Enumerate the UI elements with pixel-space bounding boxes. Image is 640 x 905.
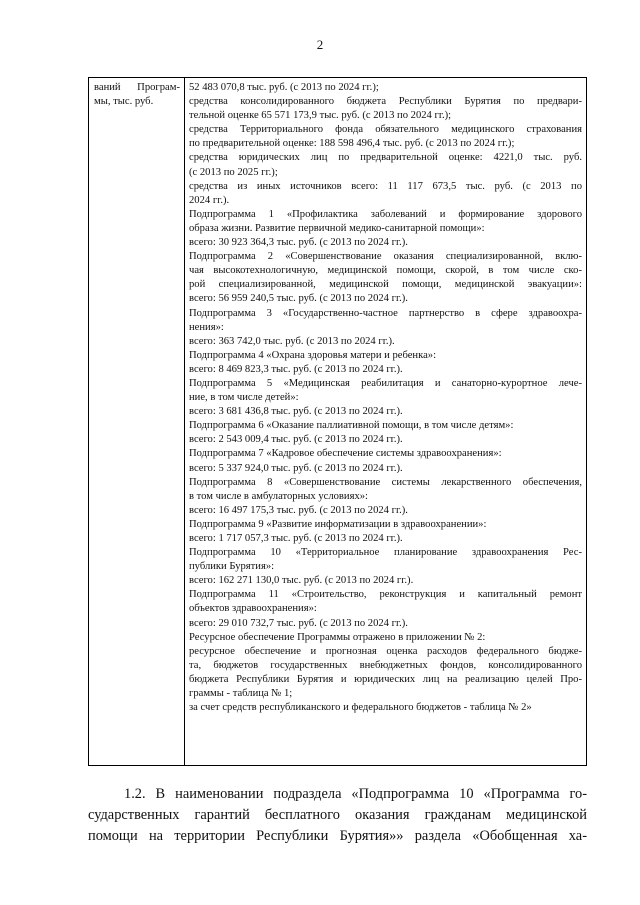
table-text-line: та, бюджетов государственных внебюджетных фондов, консолидированного [189,659,582,671]
table-text-line: Подпрограмма 1 «Профилактика заболеваний и формирование здорового [189,208,582,220]
table-text-line: Подпрограмма 8 «Совершенствование системы лекарственного обеспечения, [189,476,582,488]
left-cell-line: мы, тыс. руб. [94,96,154,107]
table-text-line: Подпрограмма 3 «Государственно-частное партнерство в сфере здравоохра- [189,307,582,319]
table-text-line: всего: 56 959 240,5 тыс. руб. (с 2013 по 2024 гг.). [189,293,408,305]
resource-table [88,77,587,766]
table-text-line: Подпрограмма 11 «Строительство, реконструкция и капитальный ремонт [189,589,582,601]
table-text-line: по предварительной оценке: 188 598 496,4 тыс. руб. (с 2013 по 2024 гг.); [189,138,515,150]
table-text-line: всего: 162 271 130,0 тыс. руб. (с 2013 по 2024 гг.). [189,575,414,587]
page-number: 2 [316,37,324,52]
table-text-line: Подпрограмма 2 «Совершенствование оказания специализированной, вклю- [189,251,582,263]
table-text-line: ресурсное обеспечение и прогнозная оценка расходов федерального бюдже- [189,645,582,657]
table-text-line: чая высокотехнологичную, медицинской помощи, скорой, в том числе ско- [189,265,582,277]
table-text-line: средства юридических лиц по предварительной оценке: 4221,0 тыс. руб. [189,152,582,164]
table-text-line: рой специализированной, медицинской помощи, медицинской эвакуации»: [189,279,582,291]
table-text-line: Подпрограмма 5 «Медицинская реабилитация и санаторно-курортное лече- [189,377,582,389]
table-text-line: Подпрограмма 4 «Охрана здоровья матери и ребенка»: [189,349,437,361]
table-text-line: средства из иных источников всего: 11 117 673,5 тыс. руб. (с 2013 по [189,180,582,192]
table-text-line: всего: 2 543 009,4 тыс. руб. (с 2013 по 2024 гг.). [189,434,403,446]
table-text-line: средства Территориального фонда обязательного медицинского страхования [189,124,582,136]
left-cell-line: ваний Програм- [94,82,180,93]
table-text-line: объектов здравоохранения»: [189,603,317,615]
table-text-line: всего: 3 681 436,8 тыс. руб. (с 2013 по 2024 гг.). [189,406,403,418]
body-paragraph [88,784,587,847]
table-text-line: всего: 8 469 823,3 тыс. руб. (с 2013 по 2024 гг.). [189,363,403,375]
table-text-line: Подпрограмма 10 «Территориальное планирование здравоохранения Рес- [189,547,582,559]
table-text-line: бюджета Республики Бурятия и юридических лиц на реализацию целей Про- [189,673,582,685]
table-text-line: граммы - таблица № 1; [189,688,293,700]
table-text-line: всего: 29 010 732,7 тыс. руб. (с 2013 по 2024 гг.). [189,617,408,629]
table-text-line: Подпрограмма 6 «Оказание паллиативной помощи, в том числе детям»: [189,420,514,432]
table-left-cell [89,78,185,765]
table-text-line: всего: 363 742,0 тыс. руб. (с 2013 по 2024 гг.). [189,335,395,347]
table-text-line: за счет средств республиканского и федерального бюджетов - таблица № 2» [189,702,532,714]
table-text-line: Подпрограмма 9 «Развитие информатизации в здравоохранении»: [189,518,487,530]
table-text-line: в том числе в амбулаторных условиях»: [189,490,368,502]
table-text-line: Подпрограмма 7 «Кадровое обеспечение системы здравоохранения»: [189,448,502,460]
table-text-line: всего: 5 337 924,0 тыс. руб. (с 2013 по 2024 гг.). [189,462,403,474]
table-text-line: всего: 1 717 057,3 тыс. руб. (с 2013 по 2024 гг.). [189,533,403,544]
table-text-line: Ресурсное обеспечение Программы отражено в приложении № 2: [189,631,486,643]
table-text-line: 52 483 070,8 тыс. руб. (с 2013 по 2024 гг.); [189,82,379,93]
body-text-line: 1.2. В наименовании подраздела «Подпрограмма 10 «Программа го- [124,786,587,802]
table-text-line: публики Бурятия»: [189,561,275,573]
table-text-line: (с 2013 по 2025 гг.); [189,166,278,178]
table-text-line: образа жизни. Развитие первичной медико-санитарной помощи»: [189,222,485,234]
table-text-line: всего: 30 923 364,3 тыс. руб. (с 2013 по 2024 гг.). [189,237,408,249]
table-text-line: всего: 16 497 175,3 тыс. руб. (с 2013 по 2024 гг.). [189,504,408,516]
table-text-line: ние, в том числе детей»: [189,392,299,404]
table-text-line: тельной оценке 65 571 173,9 тыс. руб. (с 2013 по 2024 гг.); [189,110,452,122]
table-text-line: нения»: [189,321,224,333]
body-text-line: сударственных гарантий бесплатного оказания гражданам медицинской [88,807,587,823]
table-text-line: средства консолидированного бюджета Республики Бурятия по предвари- [189,96,582,108]
table-right-cell [185,78,586,765]
table-text-line: 2024 гг.). [189,194,230,206]
body-text-line: помощи на территории Республики Бурятия»» раздела «Обобщенная ха- [88,828,587,844]
